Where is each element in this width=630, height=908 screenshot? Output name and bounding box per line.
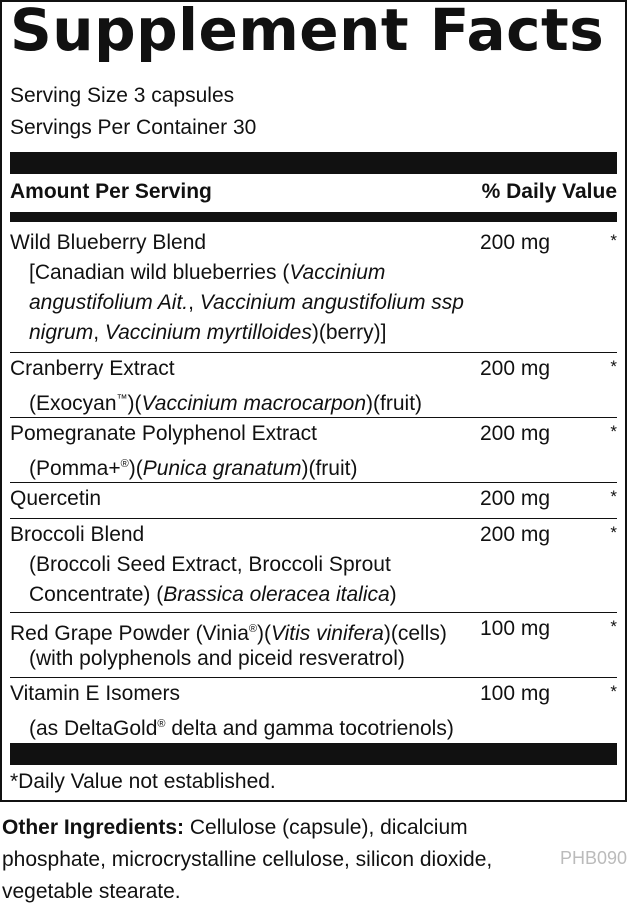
serving-size: Serving Size 3 capsules <box>10 84 235 107</box>
ingredient-detail: (Pomma+®)(Punica granatum)(fruit) <box>29 457 358 480</box>
ingredient-row <box>10 679 617 739</box>
daily-value-mark: * <box>610 422 617 441</box>
ingredient-amount: 200 mg <box>480 487 551 510</box>
row-divider <box>10 612 617 613</box>
ingredient-amount: 200 mg <box>480 357 551 380</box>
ingredient-row <box>10 614 617 674</box>
daily-value-mark: * <box>610 523 617 542</box>
daily-value-mark: * <box>610 617 617 636</box>
ingredient-name: Vitamin E Isomers <box>10 682 180 705</box>
footnote: *Daily Value not established. <box>10 770 276 793</box>
other-ingredients-label: Other Ingredients: <box>2 816 185 839</box>
ingredient-amount: 100 mg <box>480 682 551 705</box>
ingredient-detail: (Broccoli Seed Extract, Broccoli Sprout Concentrate) (Brassica oleracea italica) <box>29 553 397 606</box>
ingredient-amount: 200 mg <box>480 231 551 254</box>
ingredient-row <box>10 484 617 516</box>
ingredient-row <box>10 228 617 348</box>
product-code: PHB090 <box>560 848 628 868</box>
row-divider <box>10 677 617 678</box>
other-ingredients <box>2 812 562 908</box>
row-divider <box>10 352 617 353</box>
thick-divider-bottom <box>10 743 617 765</box>
daily-value-mark: * <box>610 231 617 250</box>
daily-value-label: % Daily Value <box>481 180 617 203</box>
ingredient-name: Broccoli Blend <box>10 523 145 546</box>
row-divider <box>10 417 617 418</box>
other-ingredients-text: Cellulose (capsule), dicalcium phosphate, microcrystalline cellulose, silicon dioxide, vegetable stearate. <box>2 816 493 903</box>
ingredient-name: Quercetin <box>10 487 102 510</box>
ingredient-detail: (as DeltaGold® delta and gamma tocotrienols) <box>29 717 454 740</box>
ingredient-amount: 200 mg <box>480 422 551 445</box>
servings-per-container: Servings Per Container 30 <box>10 116 257 139</box>
row-divider <box>10 518 617 519</box>
panel-title: Supplement Facts <box>10 0 605 64</box>
ingredient-row <box>10 354 617 414</box>
daily-value-mark: * <box>610 682 617 701</box>
medium-divider <box>10 212 617 222</box>
ingredient-name: Wild Blueberry Blend <box>10 231 207 254</box>
thick-divider-top <box>10 152 617 174</box>
ingredient-row <box>10 520 617 610</box>
ingredient-row <box>10 419 617 479</box>
row-divider <box>10 482 617 483</box>
ingredient-name: Pomegranate Polyphenol Extract <box>10 422 318 445</box>
ingredient-amount: 100 mg <box>480 617 551 640</box>
column-header <box>10 178 617 208</box>
amount-per-serving-label: Amount Per Serving <box>10 180 212 203</box>
ingredient-detail: [Canadian wild blueberries (Vaccinium angustifolium Ait., Vaccinium angustifolium ssp nigrum, Vaccinium myrtilloides)(berry)] <box>29 261 464 344</box>
ingredient-detail: (with polyphenols and piceid resveratrol) <box>29 647 405 670</box>
ingredient-amount: 200 mg <box>480 523 551 546</box>
daily-value-mark: * <box>610 357 617 376</box>
ingredient-detail: (Exocyan™)(Vaccinium macrocarpon)(fruit) <box>29 392 423 415</box>
ingredient-name: Cranberry Extract <box>10 357 175 380</box>
daily-value-mark: * <box>610 487 617 506</box>
ingredient-name: Red Grape Powder (Vinia®)(Vitis vinifera)(cells) <box>10 622 447 645</box>
